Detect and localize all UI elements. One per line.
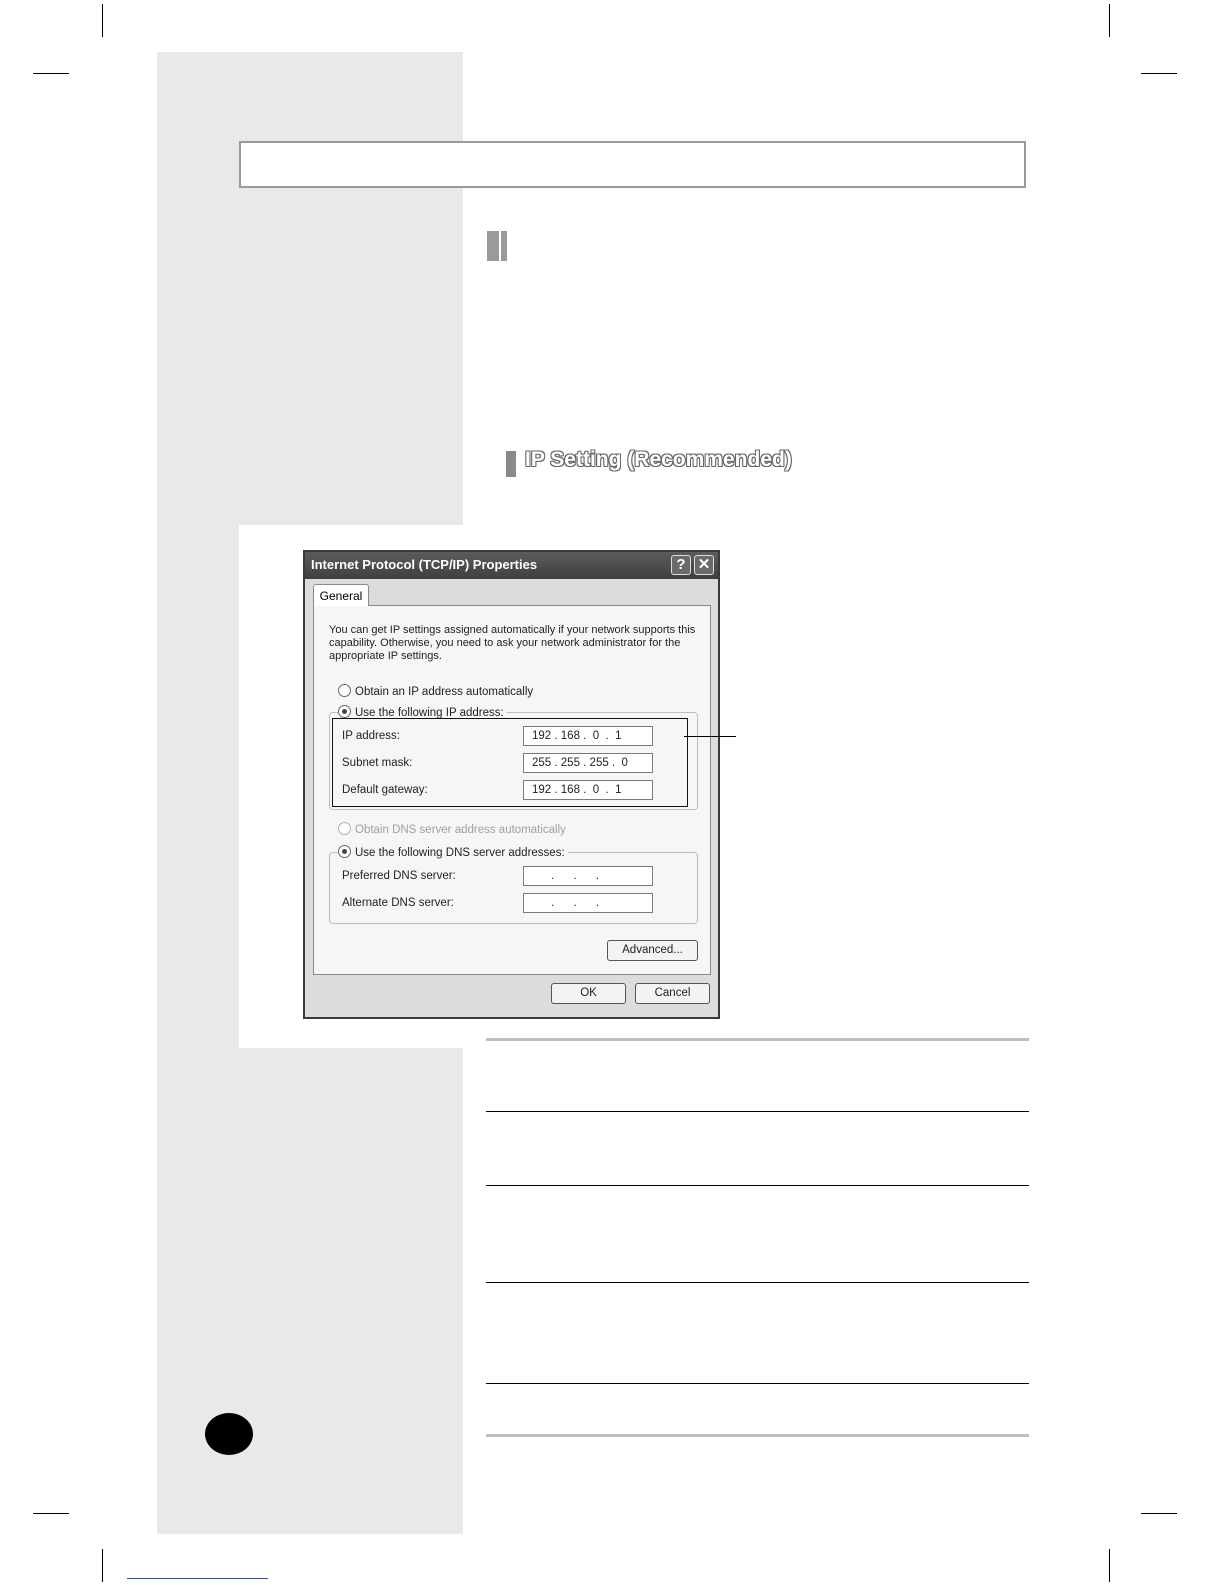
use-ip-radio[interactable] — [338, 705, 507, 719]
obtain-dns-label: Obtain DNS server address automatically — [355, 824, 566, 836]
dns-group-box — [329, 852, 698, 924]
crop-mark — [102, 1549, 103, 1582]
obtain-ip-radio[interactable] — [338, 684, 533, 698]
section-marker — [487, 231, 507, 261]
alternate-dns-label: Alternate DNS server: — [342, 897, 454, 909]
table-rule — [486, 1282, 1029, 1283]
ip-address-label: IP address: — [342, 730, 400, 742]
table-rule — [486, 1185, 1029, 1186]
table-rule-top — [486, 1038, 1029, 1041]
use-dns-radio[interactable] — [338, 845, 568, 859]
use-dns-label: Use the following DNS server addresses: — [355, 847, 565, 859]
subnet-mask-label: Subnet mask: — [342, 757, 413, 769]
link-underline — [127, 1578, 268, 1579]
general-panel — [313, 605, 711, 975]
advanced-button[interactable]: Advanced... — [607, 940, 698, 961]
tcpip-properties-dialog — [303, 550, 720, 1019]
radio-selected-icon — [338, 845, 351, 858]
tab-general[interactable]: General — [313, 584, 369, 606]
crop-mark — [1141, 1513, 1177, 1514]
obtain-ip-label: Obtain an IP address automatically — [355, 686, 534, 698]
ok-button[interactable]: OK — [551, 983, 626, 1004]
dialog-titlebar — [305, 552, 718, 579]
default-gateway-input[interactable]: 192 . 168 . 0 . 1 — [523, 780, 653, 800]
callout-line — [684, 736, 736, 737]
crop-mark — [1109, 4, 1110, 37]
table-rule — [486, 1111, 1029, 1112]
subheading: IP Setting (Recommended) — [525, 448, 792, 471]
crop-mark — [33, 73, 69, 74]
ip-address-input[interactable]: 192 . 168 . 0 . 1 — [523, 726, 653, 746]
radio-selected-icon — [338, 705, 351, 718]
use-ip-label: Use the following IP address: — [355, 707, 504, 719]
crop-mark — [33, 1513, 69, 1514]
help-button[interactable]: ? — [671, 555, 691, 575]
alternate-dns-input[interactable]: . . . — [523, 893, 653, 913]
crop-mark — [102, 4, 103, 37]
preferred-dns-label: Preferred DNS server: — [342, 870, 456, 882]
cancel-button[interactable]: Cancel — [635, 983, 710, 1004]
radio-icon — [338, 822, 351, 835]
close-button[interactable]: ✕ — [694, 555, 714, 575]
crop-mark — [1141, 73, 1177, 74]
crop-mark — [1109, 1549, 1110, 1582]
preferred-dns-input[interactable]: . . . — [523, 866, 653, 886]
page-header-bar — [239, 141, 1026, 188]
default-gateway-label: Default gateway: — [342, 784, 428, 796]
radio-icon — [338, 684, 351, 697]
dialog-title: Internet Protocol (TCP/IP) Properties — [311, 557, 538, 572]
subnet-mask-input[interactable]: 255 . 255 . 255 . 0 — [523, 753, 653, 773]
page-number-circle — [205, 1413, 253, 1455]
table-rule-bottom — [486, 1434, 1029, 1437]
dialog-description: You can get IP settings assigned automatically if your network supports this capability. Otherwise, you need to ask your network administrator for the appropriate IP settings. — [329, 624, 696, 662]
obtain-dns-radio[interactable] — [338, 822, 566, 836]
subheading-marker — [506, 451, 516, 477]
table-rule — [486, 1383, 1029, 1384]
